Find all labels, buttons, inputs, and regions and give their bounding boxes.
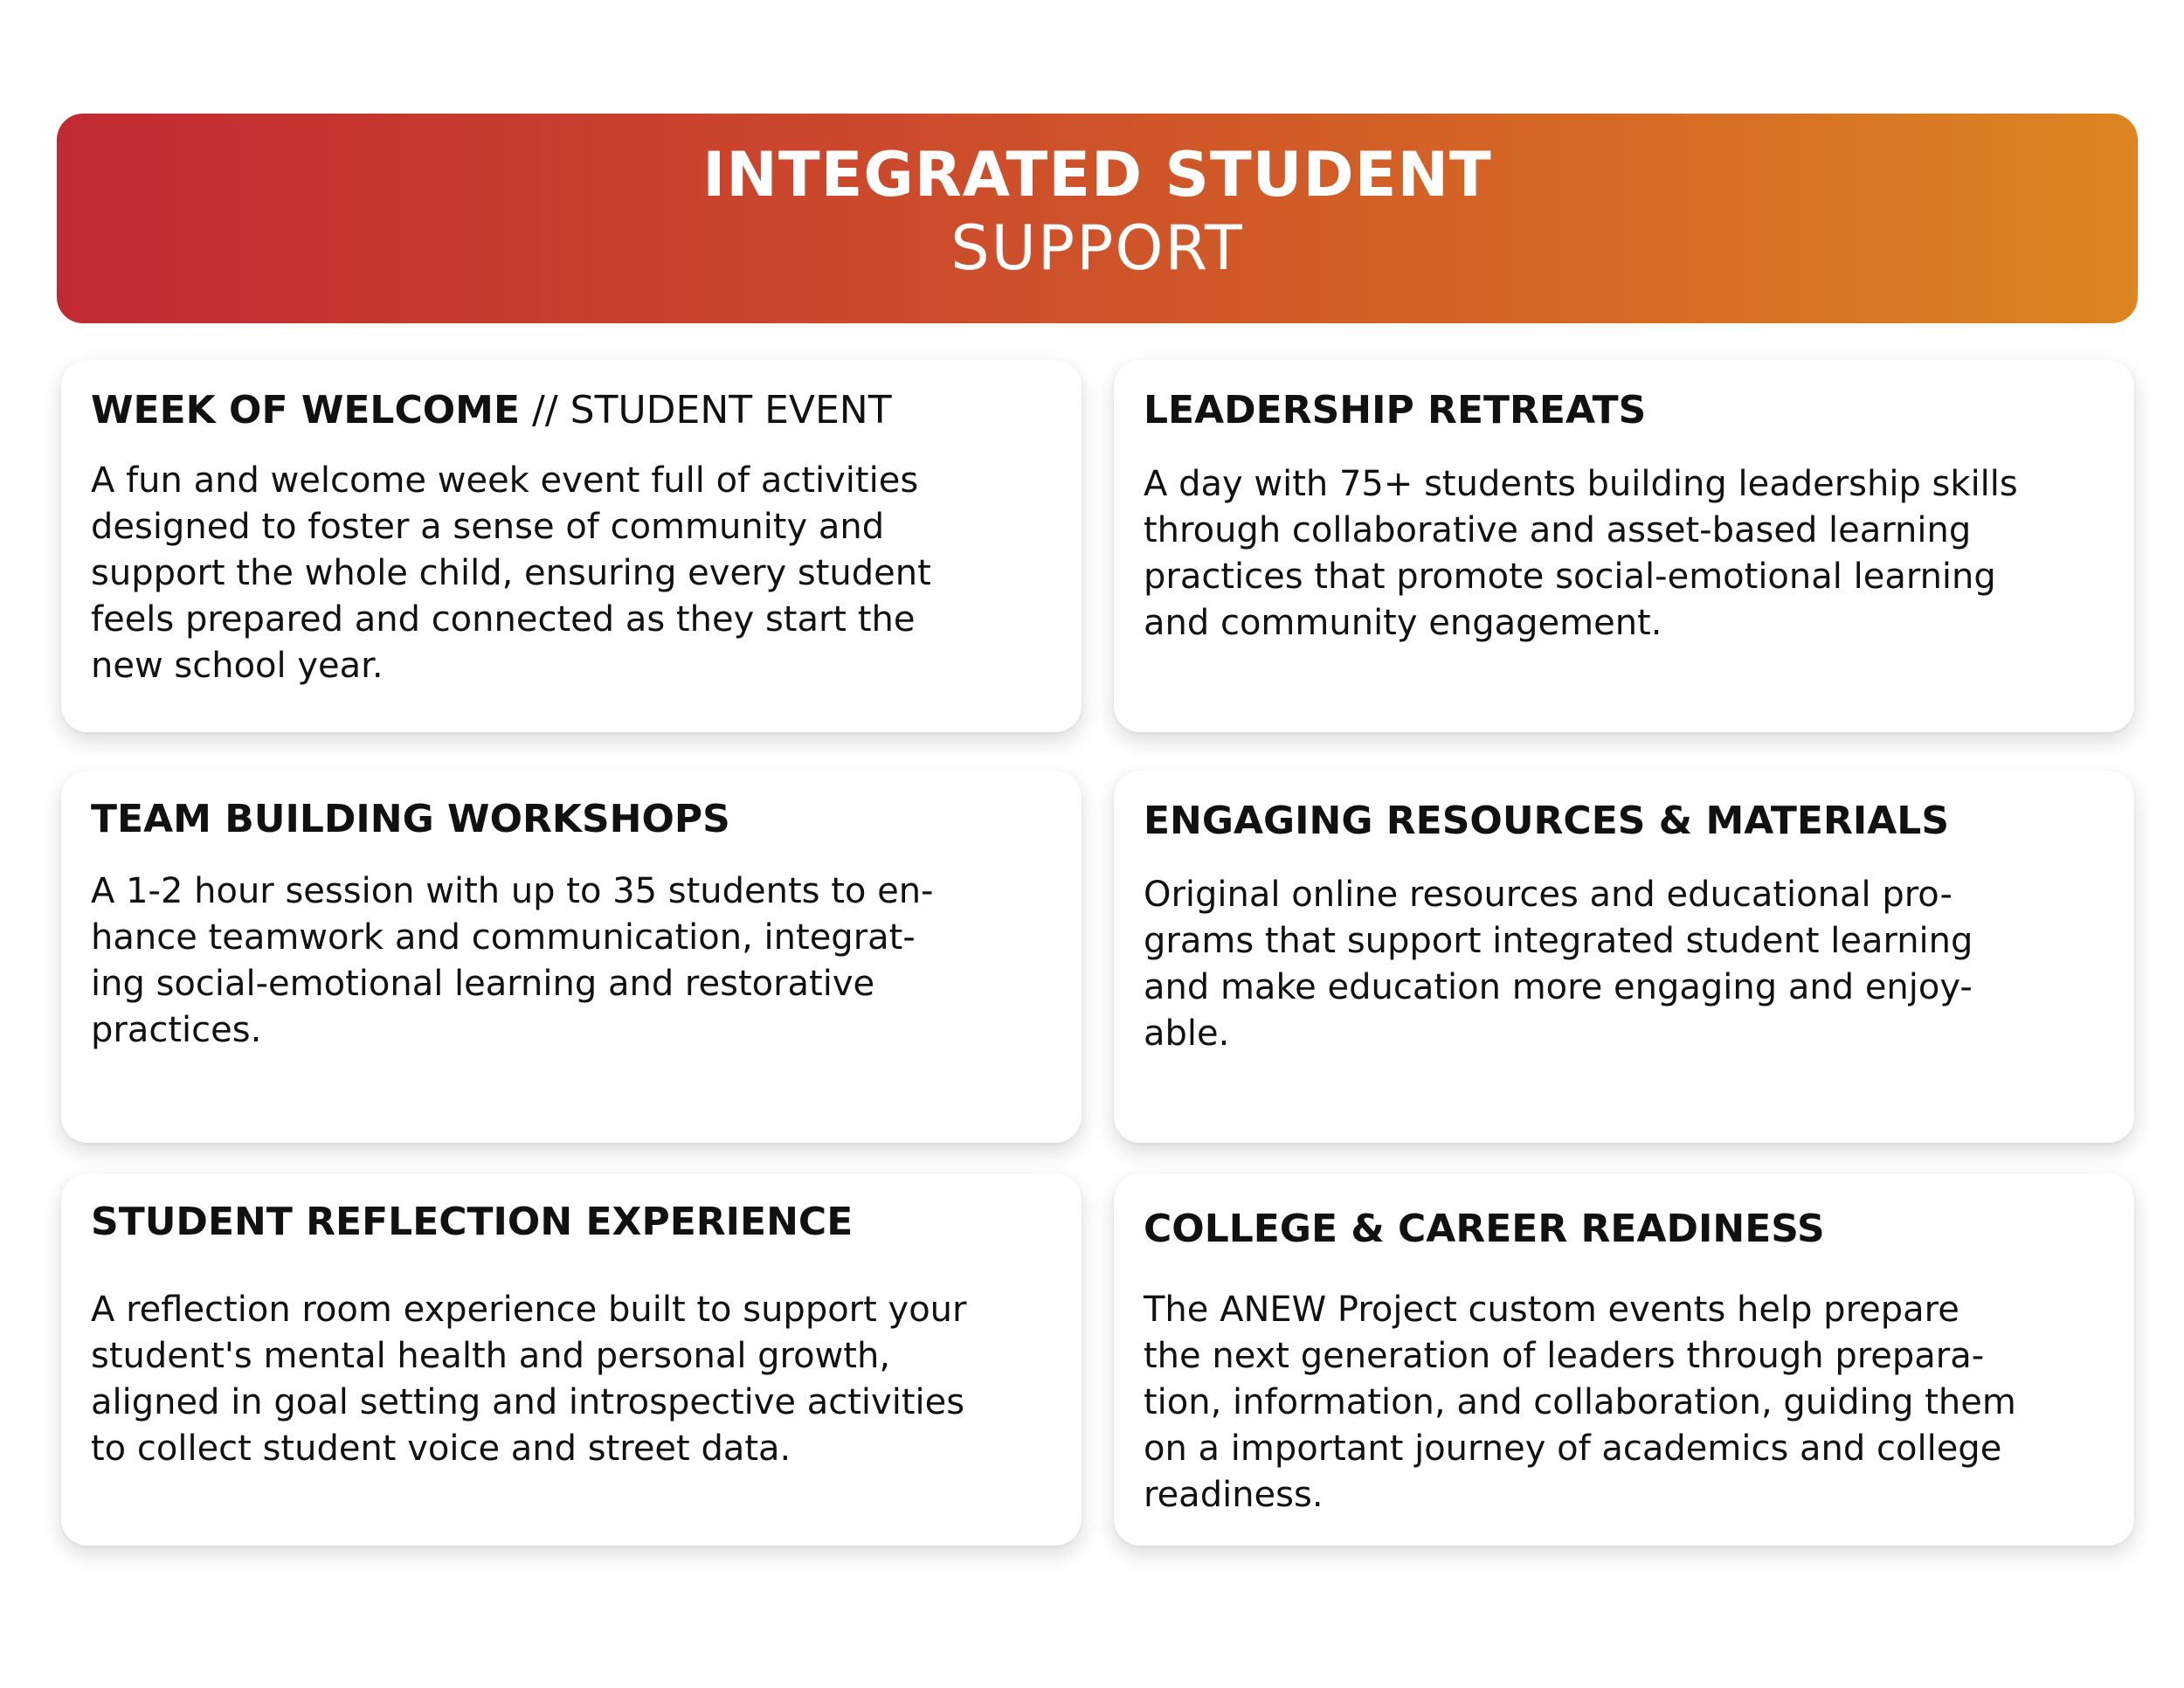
card-description: A fun and welcome week event full of activities designed to foster a sense of community and support the whole child, ensuring every student feels prepared and connected as they start the new school year.: [91, 460, 931, 686]
card-title-main: WEEK OF WELCOME: [91, 388, 521, 432]
card-description: A reflection room experience built to support your student's mental health and personal growth, aligned in goal setting and introspective activities to collect student voice and street data.: [91, 1290, 967, 1469]
card-description: A day with 75+ students building leadership skills through collaborative and asset-based learning practices that promote social-emotional learning and community engagement.: [1144, 464, 2018, 643]
card-title: STUDENT REFLECTION EXPERIENCE: [91, 1200, 854, 1244]
card-description: The ANEW Project custom events help prepare the next generation of leaders through prepara- tion, information, and collaboration, guiding them on a important journey of academics and college readiness.: [1144, 1290, 2016, 1515]
card-engaging-resources: [1114, 771, 2134, 1143]
card-title: LEADERSHIP RETREATS: [1144, 388, 1647, 432]
card-college-career-readiness: [1114, 1173, 2134, 1546]
card-description: A 1-2 hour session with up to 35 students to en- hance teamwork and communication, integrat- ing social-emotional learning and restorative practices.: [91, 871, 934, 1050]
card-leadership-retreats: [1114, 360, 2134, 732]
card-title: [91, 388, 1061, 434]
card-title: TEAM BUILDING WORKSHOPS: [91, 797, 730, 841]
card-title-suffix: // STUDENT EVENT: [520, 388, 892, 432]
card-student-reflection: [61, 1173, 1082, 1546]
header-banner: [57, 114, 2138, 323]
banner-subtitle: SUPPORT: [950, 212, 1244, 284]
card-week-of-welcome: [61, 360, 1082, 732]
card-title: COLLEGE & CAREER READINESS: [1144, 1207, 1825, 1251]
card-description: Original online resources and educational pro- grams that support integrated student learning and make education more engaging and enjoy- able.: [1144, 875, 1973, 1054]
banner-title: INTEGRATED STUDENT: [702, 139, 1492, 211]
card-team-building-workshops: [61, 771, 1082, 1143]
card-title: ENGAGING RESOURCES & MATERIALS: [1144, 799, 1950, 843]
